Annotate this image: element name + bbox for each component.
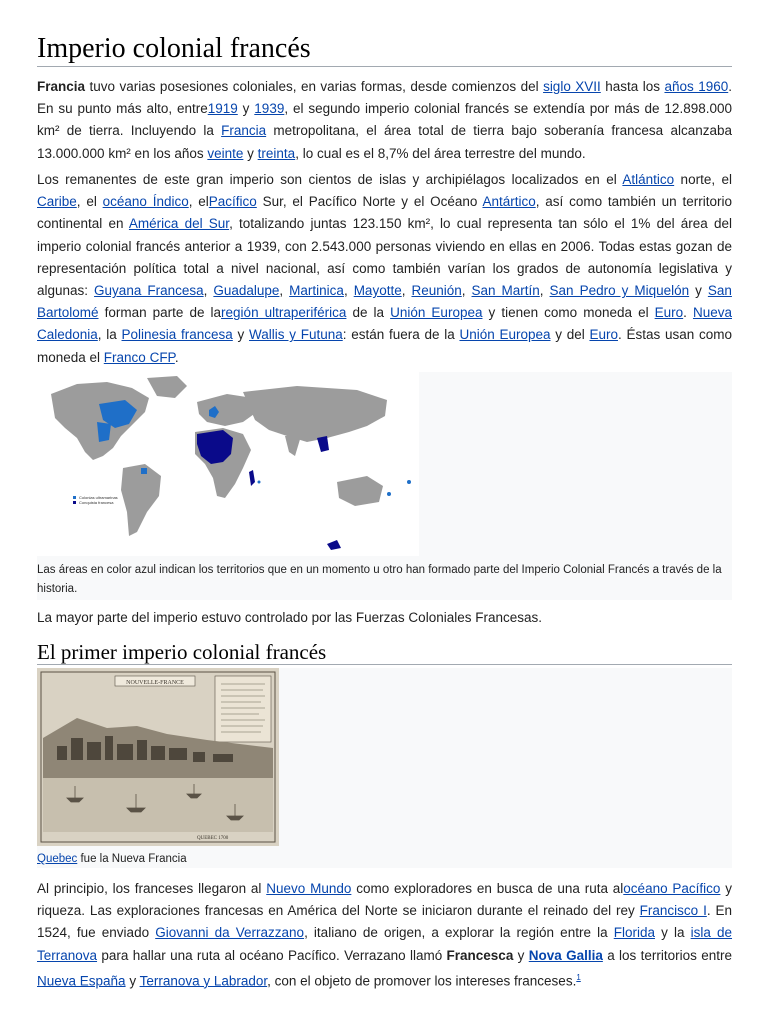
section-heading: El primer imperio colonial francés (37, 640, 327, 664)
engraving-title: NOUVELLE-FRANCE (126, 680, 184, 686)
text: , con el objeto de promover los intereses franceses. (267, 973, 577, 989)
link-francisco-i[interactable]: Francisco I (639, 903, 707, 919)
text: Sur, el Pacífico Norte y el Océano (256, 194, 483, 210)
link-veinte[interactable]: veinte (207, 145, 244, 161)
link-nueva-espana[interactable]: Nueva España (37, 973, 126, 989)
text: como exploradores en busca de una ruta al (351, 881, 624, 896)
link-wallis-y-futuna[interactable]: Wallis y Futuna (249, 327, 343, 343)
text: . (174, 349, 179, 365)
link-atlantico[interactable]: Atlántico (622, 172, 675, 187)
caption-text: fue la Nueva Francia (77, 853, 187, 865)
text: , (343, 283, 354, 299)
text: . Éstas usan como moneda el (37, 327, 732, 365)
link-nueva-caledonia[interactable]: Nueva Caledonia (37, 305, 732, 343)
paragraph-principio (37, 878, 732, 993)
text: y (243, 145, 258, 161)
paragraph-intro (37, 76, 732, 165)
text: , italiano de origen, a explorar la región entre la (304, 925, 614, 941)
text: y (125, 973, 140, 989)
engraving-river (43, 778, 273, 832)
text: a los territorios entre (602, 947, 732, 963)
text: . En su punto más alto, entre (37, 79, 732, 117)
text: de la (346, 305, 391, 321)
text: y riqueza. Las exploraciones francesas en América del Norte se iniciaron durante el reinado del rey (37, 881, 732, 919)
title-divider (37, 66, 732, 67)
text: y (689, 283, 708, 299)
link-treinta[interactable]: treinta (257, 145, 296, 161)
link-polinesia-francesa[interactable]: Polinesia francesa (121, 327, 233, 343)
link-san-bartolome[interactable]: San Bartolomé (37, 283, 732, 321)
guyane-region (141, 468, 147, 474)
link-euro[interactable]: Euro (654, 305, 684, 321)
quebec-caption (37, 850, 187, 869)
polynesia-dot (407, 480, 411, 484)
link-san-martin[interactable]: San Martín (471, 283, 540, 299)
text: , totalizando juntas 123.150 km², lo cual representa tan sólo el 1% del área del imperio colonial francés anterior a 1939, con 2.543.000 personas viviendo en ellas en 2006. Todas estas gozan de representación política total a nivel nacional, así como también varían los grados de autonomía legislativa y algunas: (37, 216, 732, 299)
section-divider (37, 664, 732, 665)
link-euro-2[interactable]: Euro (589, 327, 618, 343)
map-legend (73, 495, 118, 505)
link-region-ultraperiferica[interactable]: región ultraperiférica (221, 305, 347, 321)
link-antartico[interactable]: Antártico (482, 194, 536, 210)
link-america-del-sur[interactable]: América del Sur (128, 216, 230, 232)
link-nova-gallia[interactable]: Nova Gallia (528, 947, 603, 963)
text: , el (76, 194, 103, 210)
text: , el (188, 194, 209, 210)
text: , (401, 283, 412, 299)
link-1919[interactable]: 1919 (207, 101, 238, 117)
louisiana-region (97, 422, 111, 442)
text: metropolitana, el área total de tierra bajo soberanía francesa alcanzaba 13.000.000 km² en los años (37, 123, 732, 161)
text: , el segundo imperio colonial francés se extendía por más de 12.898.000 km² de tierra. Incluyendo la (37, 101, 732, 139)
legend-label-2: Conquista francesa (79, 500, 114, 505)
link-guyana-francesa[interactable]: Guyana Francesa (94, 283, 204, 299)
link-1939[interactable]: 1939 (254, 101, 285, 117)
link-guadalupe[interactable]: Guadalupe (213, 283, 280, 299)
legend-swatch-light (73, 496, 76, 499)
paragraph-fuerzas: La mayor parte del imperio estuvo controlado por las Fuerzas Coloniales Francesas. (37, 610, 542, 625)
quebec-figure (37, 668, 732, 868)
link-giovanni-da-verrazzano[interactable]: Giovanni da Verrazzano (155, 925, 305, 941)
link-union-europea-2[interactable]: Unión Europea (459, 327, 551, 343)
bold-term: Francia (37, 79, 86, 94)
text: y la (654, 925, 691, 941)
text: tuvo varias posesiones coloniales, en varias formas, desde comienzos del (85, 79, 544, 94)
link-san-pedro-y-miquelon[interactable]: San Pedro y Miquelón (549, 283, 690, 299)
world-map-image[interactable] (37, 372, 419, 556)
link-anos-1960[interactable]: años 1960 (664, 79, 729, 94)
reunion-dot (258, 481, 261, 484)
link-oceano-indico[interactable]: océano Índico (102, 194, 189, 210)
text: , (539, 283, 550, 299)
map-figure (37, 372, 732, 600)
new-caledonia-dot (387, 492, 391, 496)
map-caption: Las áreas en color azul indican los territorios que en un momento u otro han formado parte del Imperio Colonial Francés a través de la historia. (37, 564, 722, 595)
footnote-ref-1[interactable]: 1 (576, 972, 581, 982)
text: Al principio, los franceses llegaron al (37, 881, 267, 896)
link-isla-de-terranova[interactable]: isla de Terranova (37, 925, 733, 963)
paragraph-remanentes (37, 169, 732, 369)
text: . (683, 305, 693, 321)
text: y del (550, 327, 590, 343)
text: , así como también un territorio continental en (37, 194, 732, 232)
bold-term: Francesca (446, 947, 514, 963)
link-union-europea[interactable]: Unión Europea (390, 305, 483, 321)
text: para hallar una ruta al océano Pacífico. Verrazano llamó (97, 947, 447, 963)
text: y (232, 327, 250, 343)
text: , lo cual es el 8,7% del área terrestre del mundo. (295, 145, 586, 161)
text: , (279, 283, 290, 299)
text: , la (97, 327, 122, 343)
link-pacifico[interactable]: Pacífico (208, 194, 257, 210)
legend-label-1: Colonias ultramarinas (79, 495, 118, 500)
text: hasta los (600, 79, 665, 94)
link-siglo-xvii[interactable]: siglo XVII (543, 79, 601, 94)
link-caribe[interactable]: Caribe (37, 194, 77, 210)
text: Los remanentes de este gran imperio son cientos de islas y archipiélagos localizados en el (37, 172, 623, 187)
link-mayotte[interactable]: Mayotte (353, 283, 402, 299)
text: . En 1524, fue enviado (37, 903, 732, 941)
link-reunion[interactable]: Reunión (411, 283, 462, 299)
link-florida[interactable]: Florida (613, 925, 655, 941)
text: y (237, 101, 255, 117)
text: norte, el (674, 172, 732, 187)
link-nuevo-mundo[interactable]: Nuevo Mundo (266, 881, 352, 896)
link-franco-cfp[interactable]: Franco CFP (103, 349, 175, 365)
link-martinica[interactable]: Martinica (289, 283, 344, 299)
page-title: Imperio colonial francés (37, 33, 311, 64)
text: y tienen como moneda el (482, 305, 655, 321)
quebec-engraving-image[interactable] (37, 668, 279, 846)
text: , (203, 283, 214, 299)
text: , (461, 283, 472, 299)
legend-swatch-dark (73, 501, 76, 504)
link-francia[interactable]: Francia (221, 123, 267, 139)
link-oceano-pacifico[interactable]: océano Pacífico (623, 881, 721, 896)
link-terranova-y-labrador[interactable]: Terranova y Labrador (139, 973, 268, 989)
text: forman parte de la (98, 305, 222, 321)
text: : están fuera de la (342, 327, 460, 343)
link-quebec[interactable]: Quebec (37, 853, 78, 865)
engraving-footer: QUEBEC 1700 (197, 836, 229, 841)
text: y (513, 947, 529, 963)
